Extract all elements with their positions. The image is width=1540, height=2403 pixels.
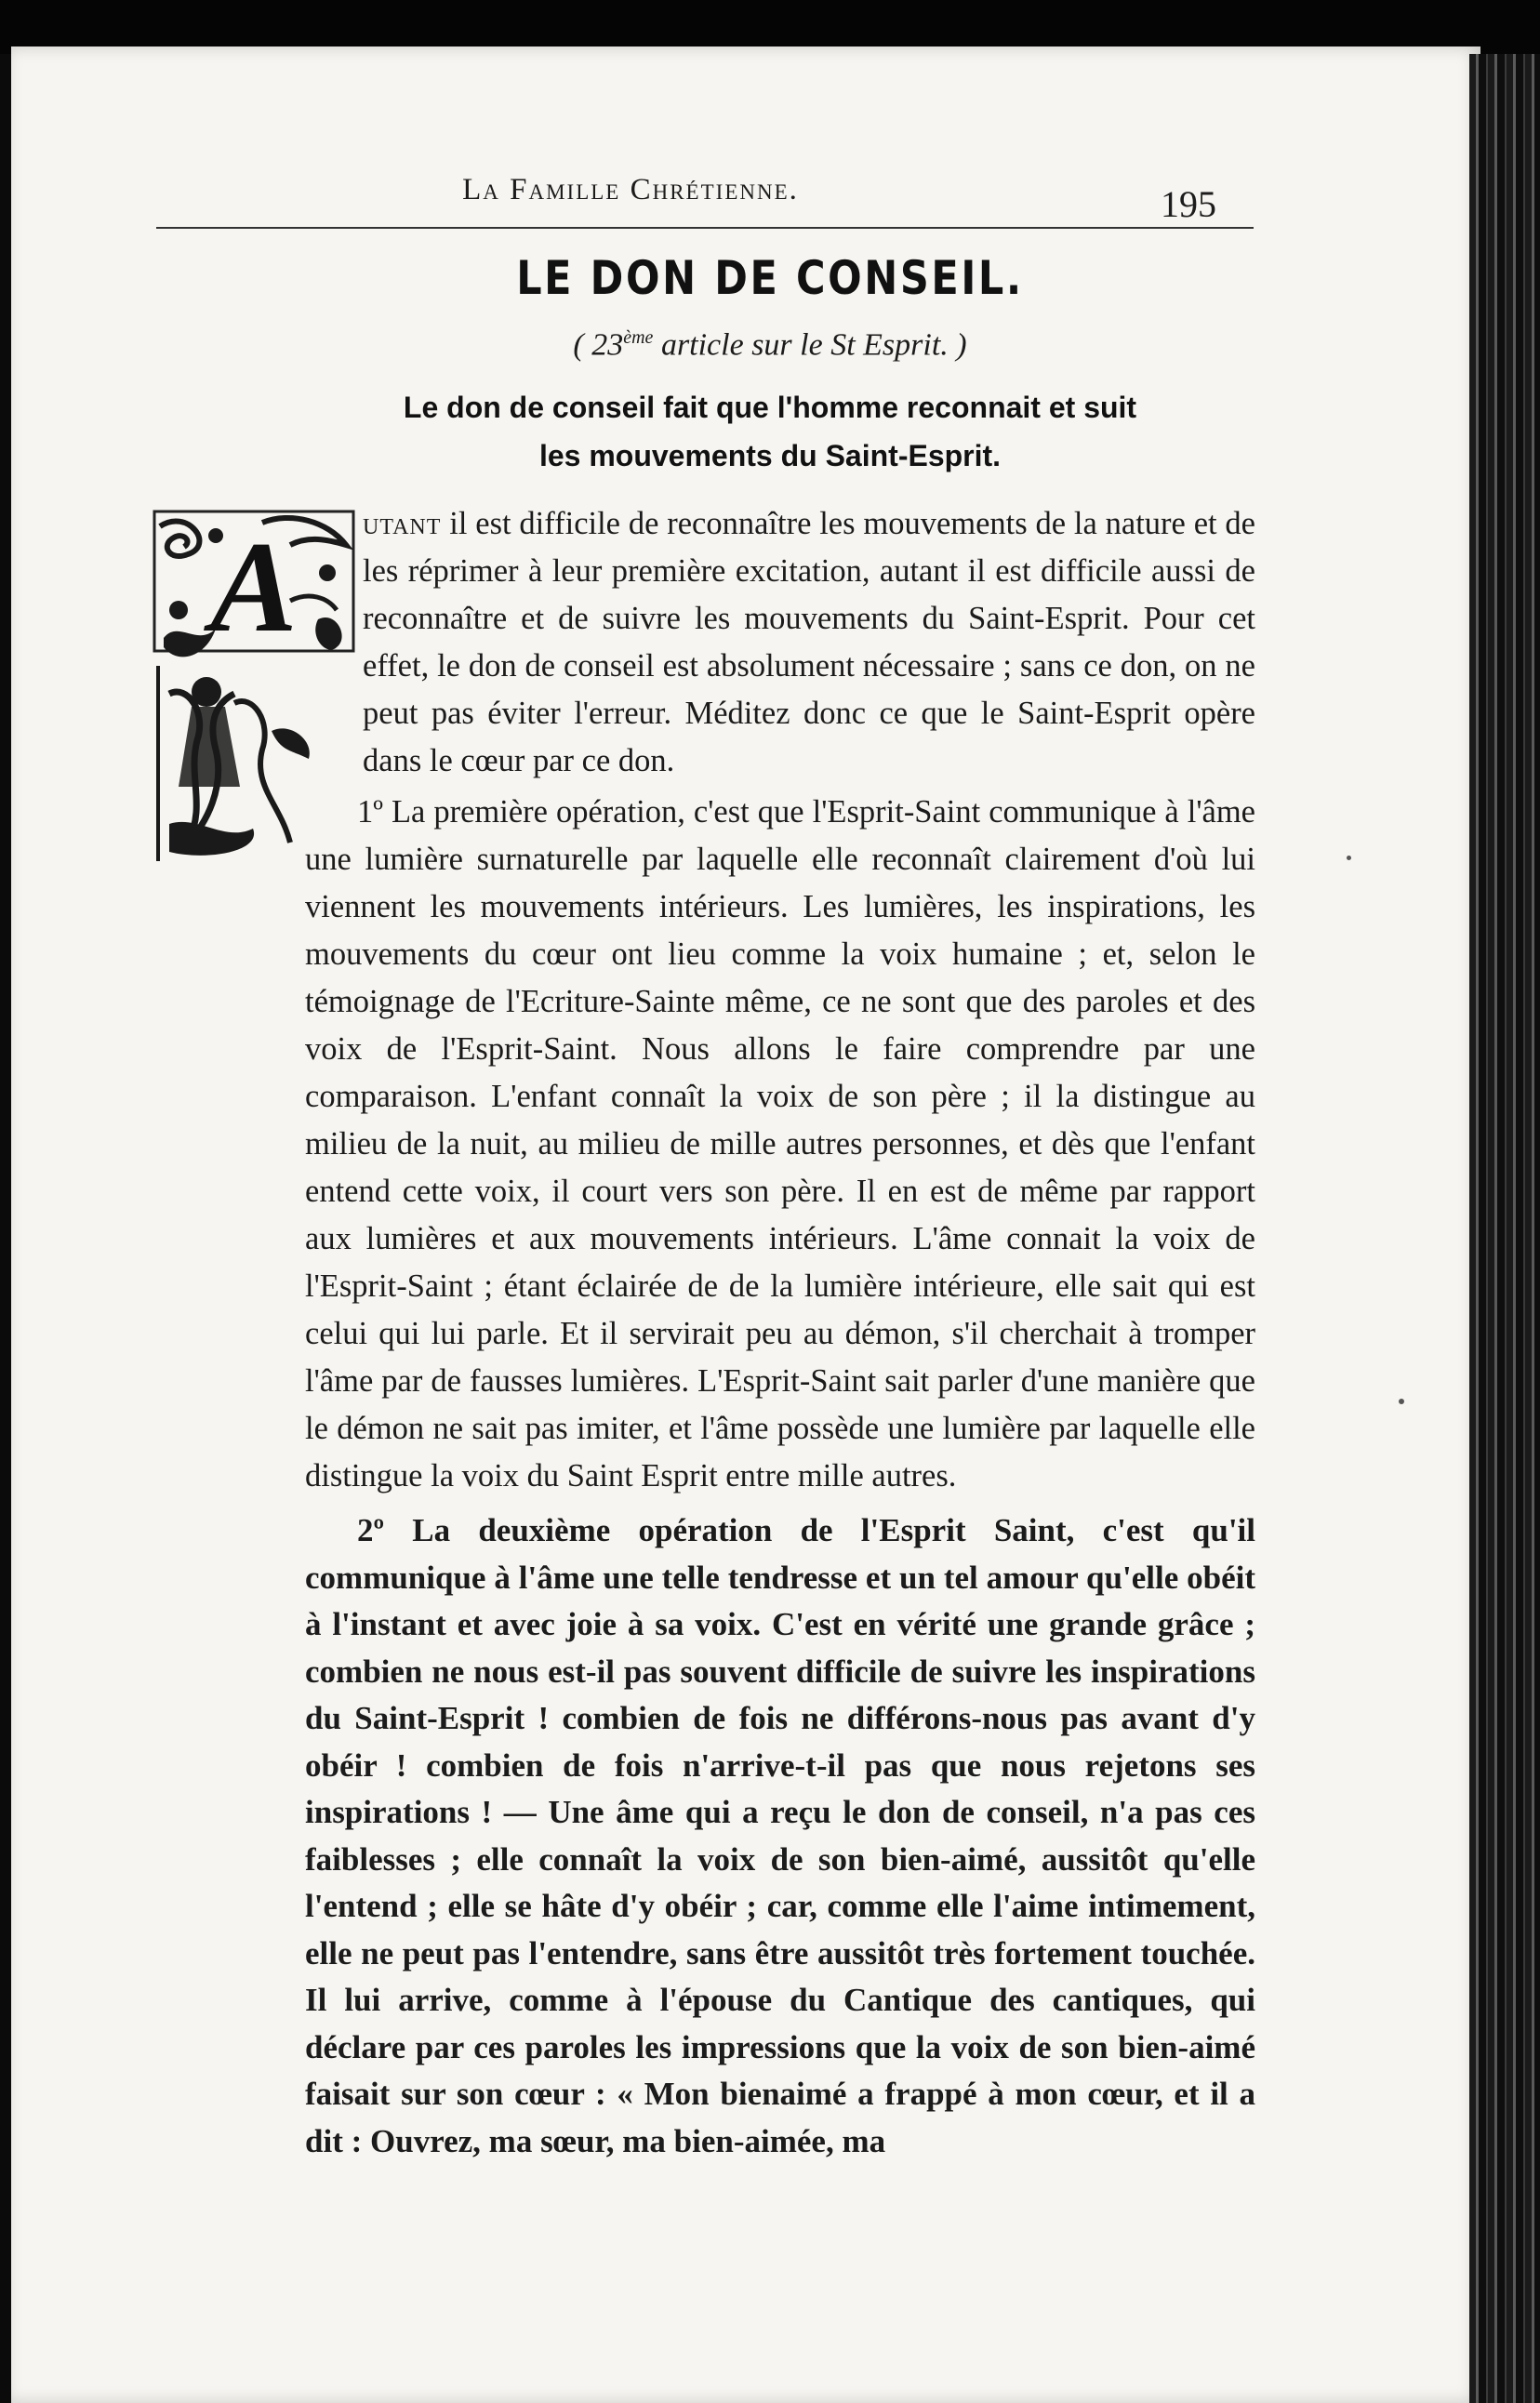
lead-line-1: Le don de conseil fait que l'homme reconnait et suit: [403, 391, 1137, 424]
page-number: 195: [1161, 183, 1216, 225]
article-subtitle: [0, 327, 1540, 363]
subtitle-suffix: article sur le St Esprit. ): [653, 327, 967, 363]
article-body: [305, 500, 1255, 2165]
header-rule: [156, 227, 1254, 229]
paper-speck: [1399, 1399, 1404, 1404]
subtitle-superscript: ème: [623, 327, 654, 348]
running-title: La Famille Chrétienne.: [462, 173, 799, 206]
lead-line-2: les mouvements du Saint-Esprit.: [538, 439, 1002, 472]
paragraph-lead-in: utant: [363, 506, 442, 541]
paragraph-intro-text: il est difficile de reconnaître les mouvements de la nature et de les réprimer à leur première excitation, autant il est difficile aussi de reconnaître et de suivre les mouvements du Saint-Esprit. Pour cet effet, le don de conseil est absolument nécessaire ; sans ce don, on ne peut pas éviter l'erreur. Méditez donc ce que le Saint-Esprit opère dans le cœur par ce don.: [363, 506, 1255, 778]
paragraph-second-operation: 2º La deuxième opération de l'Esprit Saint, c'est qu'il communique à l'âme une telle tendresse et un tel amour qu'elle obéit à l'instant et avec joie à sa voix. C'est en vérité une grande grâce ; combien ne nous est-il pas souvent difficile de suivre les inspirations du Saint-Esprit ! combien de fois ne différons-nous pas avant d'y obéir ! combien de fois n'arrive-t-il pas que nous rejetons ses inspirations ! — Une âme qui a reçu le don de conseil, n'a pas ces faiblesses ; elle connaît la voix de son bien-aimé, aussitôt qu'elle l'entend ; elle se hâte d'y obéir ; car, comme elle l'aime intimement, elle ne peut pas l'entendre, sans être aussitôt très fortement touchée. Il lui arrive, comme à l'épouse du Cantique des cantiques, qui déclare par ces paroles les impressions que la voix de son bien-aimé faisait sur son cœur : « Mon bienaimé a frappé à mon cœur, et il a dit : Ouvrez, ma sœur, ma bien-aimée, ma: [305, 1512, 1255, 2159]
article-lead: [0, 383, 1540, 480]
drop-cap-letter: A: [210, 515, 298, 659]
paper-speck: [1347, 856, 1351, 860]
article-title: LE DON DE CONSEIL.: [516, 251, 1024, 305]
paragraph-first-operation: 1º La première opération, c'est que l'Esprit-Saint communique à l'âme une lumière surnaturelle par laquelle elle reconnaît clairement d'où lui viennent les mouvements intérieurs. Les lumières, les inspirations, les mouvements du cœur ont lieu comme la voix humaine ; et, selon le témoignage de l'Ecriture-Sainte même, ce ne sont que des paroles et des voix de l'Esprit-Saint. Nous allons le faire comprendre par une comparaison. L'enfant connaît la voix de son père ; il la distingue au milieu de la nuit, au milieu de mille autres personnes, et dès que l'enfant entend cette voix, il court vers son père. Il en est de même par rapport aux lumières et aux mouvements intérieurs. L'âme connait la voix de l'Esprit-Saint ; étant éclairée de de la lumière intérieure, elle sait qui est celui qui lui parle. Et il servirait peu au démon, s'il cherchait à tromper l'âme par de fausses lumières. L'Esprit-Saint sait parler d'une manière que le démon ne sait pas imiter, et l'âme possède une lumière par laquelle elle distingue la voix du Saint Esprit entre mille autres.: [305, 794, 1255, 1494]
subtitle-prefix: ( 23: [573, 327, 624, 363]
paragraph-intro: [363, 500, 1255, 785]
